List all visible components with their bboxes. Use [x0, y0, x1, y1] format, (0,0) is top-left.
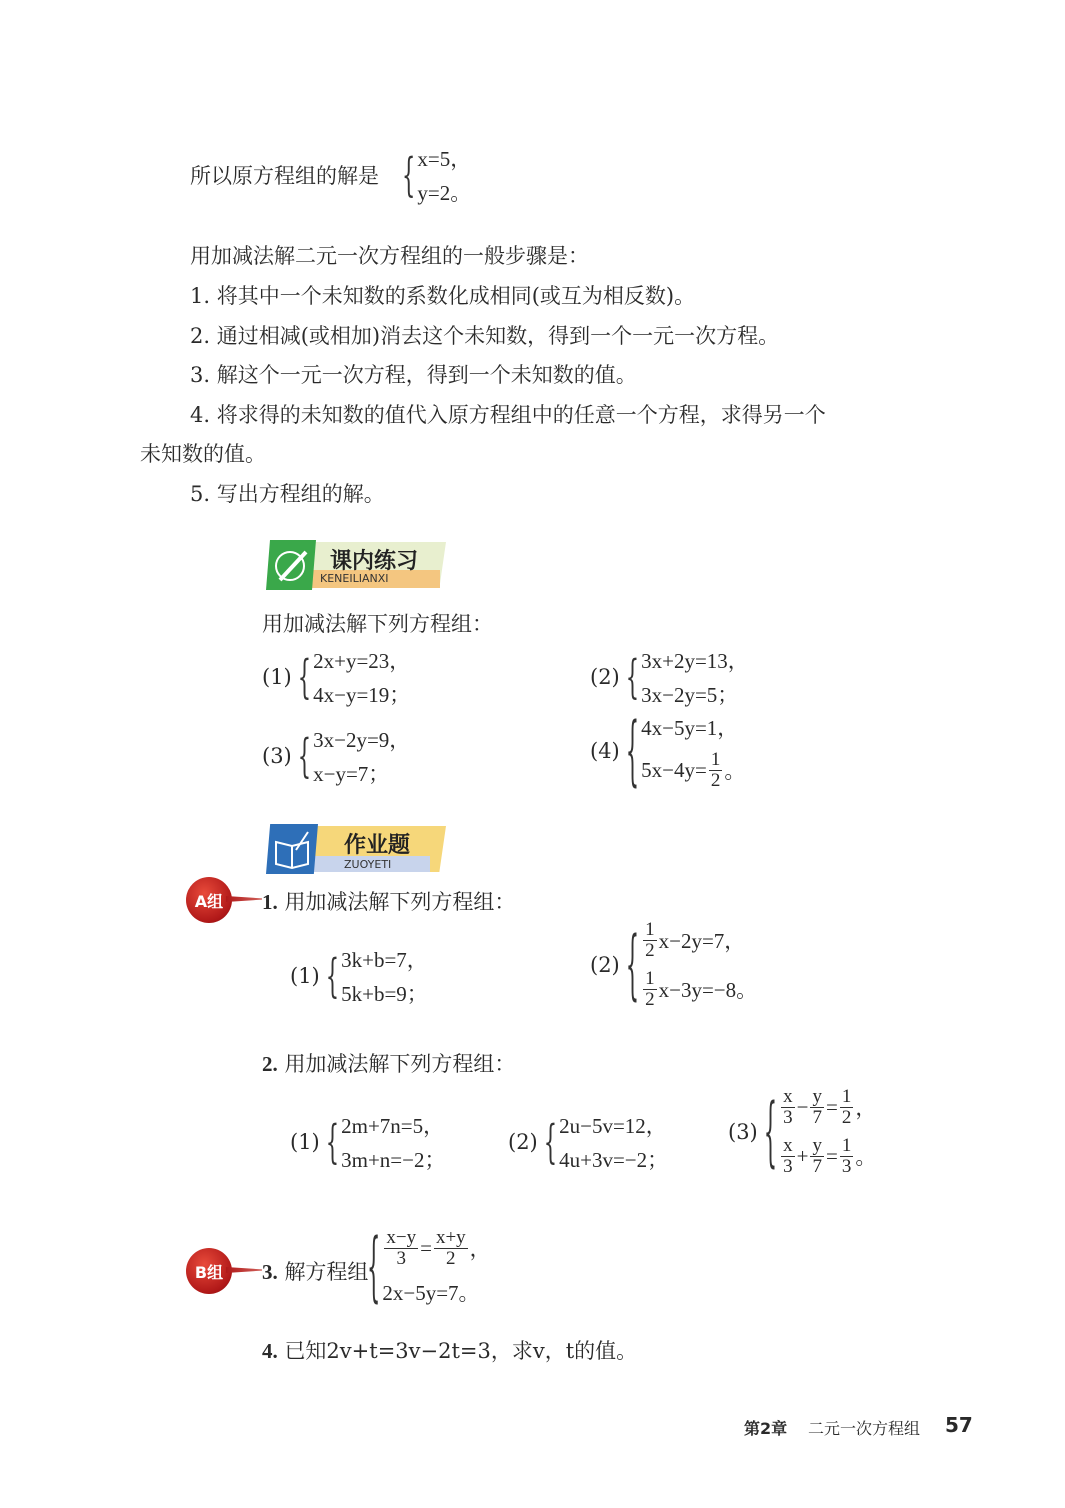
equation-text: 。 — [724, 759, 746, 784]
group-a-badge — [186, 877, 264, 921]
left-brace: { — [367, 1224, 381, 1311]
steps-heading: 用加减法解二元一次方程组的一般步骤是： — [190, 244, 589, 268]
equation-line — [641, 679, 749, 709]
numerator: 1 — [710, 749, 721, 770]
equation-lines — [341, 944, 428, 1008]
question-number: 4. — [262, 1339, 278, 1363]
system-label: (4) — [590, 739, 620, 764]
equation-lines — [313, 724, 410, 788]
equation-text: − — [796, 1094, 809, 1119]
denominator: 3 — [396, 1247, 406, 1269]
denominator: 3 — [783, 1155, 793, 1177]
step-2: 2. 通过相减(或相加)消去这个未知数，得到一个一元一次方程。 — [190, 324, 780, 348]
intro-solution-system — [400, 143, 471, 207]
denominator: 3 — [783, 1106, 793, 1128]
step-3: 3. 解这个一元一次方程，得到一个未知数的值。 — [190, 363, 637, 387]
question-2 — [262, 1048, 515, 1078]
question-number: 1. — [262, 890, 278, 914]
system-label: (2) — [590, 952, 620, 977]
equation-text: 2x+y=23， — [313, 649, 411, 673]
system-label: (2) — [508, 1130, 538, 1154]
left-brace: { — [297, 729, 312, 783]
step-1: 1. 将其中一个未知数的系数化成相同(或互为相反数)。 — [190, 284, 696, 308]
equation-text: = — [825, 1143, 838, 1168]
numerator: y — [812, 1086, 822, 1107]
equation-line — [313, 645, 410, 675]
denominator: 2 — [645, 939, 655, 961]
denominator: 2 — [710, 769, 721, 791]
left-brace: { — [763, 1088, 778, 1176]
denominator: 2 — [841, 1106, 852, 1128]
equation-line — [779, 1087, 876, 1128]
denominator: 2 — [446, 1247, 456, 1269]
equation-text: x−2y=7， — [658, 929, 746, 954]
equation-line — [559, 1110, 668, 1140]
denominator: 7 — [812, 1106, 822, 1128]
fraction — [643, 920, 657, 961]
system-label: (2) — [590, 665, 620, 689]
question-text: 解方程组 — [284, 1260, 369, 1284]
equation-line — [382, 1277, 490, 1307]
fraction — [840, 1136, 854, 1177]
step-4: 4. 将求得的未知数的值代入原方程组中的任意一个方程，求得另一个 — [190, 403, 826, 427]
denominator: 2 — [645, 988, 655, 1010]
equation-lines — [417, 143, 471, 207]
intro-text: 所以原方程组的解是 — [190, 164, 379, 188]
practice-system-4 — [590, 708, 746, 795]
equation-line — [641, 750, 745, 791]
equation-lines — [779, 1087, 876, 1177]
question-1 — [262, 886, 515, 916]
left-brace: { — [543, 1115, 558, 1169]
step-4-cont: 未知数的值。 — [140, 442, 266, 466]
numerator: 1 — [841, 1134, 852, 1156]
equation-line — [341, 944, 428, 974]
equation-lines — [382, 1228, 490, 1307]
equation-text: 2m+7n=5， — [341, 1114, 445, 1138]
question-number: 2. — [262, 1052, 278, 1076]
group-b-badge — [186, 1248, 264, 1292]
practice-title: 课内练习 — [330, 549, 419, 574]
left-brace: { — [625, 650, 640, 704]
equation-text: 3x−2y=9， — [313, 728, 411, 752]
equation-line — [341, 1144, 445, 1174]
equation-text: 2x−5y=7。 — [382, 1280, 480, 1305]
numerator: x — [783, 1086, 793, 1107]
homework-banner — [260, 824, 446, 874]
equation-lines — [641, 712, 745, 791]
equation-line — [641, 712, 745, 742]
equation-line — [417, 177, 471, 207]
system-label: (1) — [290, 1130, 320, 1154]
question-4 — [262, 1335, 637, 1365]
numerator: x−y — [386, 1227, 417, 1248]
left-brace: { — [625, 708, 640, 795]
footer-chapter: 第2章 — [744, 1419, 788, 1438]
equation-line — [341, 978, 428, 1008]
fraction — [810, 1136, 824, 1177]
equation-text: 3x−2y=5； — [641, 683, 739, 707]
left-brace: { — [402, 148, 416, 202]
equation-lines — [641, 920, 757, 1010]
question-text: 用加减法解下列方程组： — [284, 890, 516, 914]
equation-text: x=5， — [417, 147, 472, 171]
equation-line — [313, 724, 410, 754]
fraction — [810, 1087, 824, 1128]
q1-system-1 — [290, 944, 428, 1008]
practice-system-2 — [590, 645, 749, 709]
equation-text: 3k+b=7， — [341, 948, 428, 972]
question-text: 已知2v+t=3v−2t=3，求v，t的值。 — [284, 1339, 638, 1363]
equation-lines — [313, 645, 410, 709]
equation-line — [779, 1136, 876, 1177]
equation-line — [641, 920, 757, 961]
practice-subtitle: KENEILIANXI — [320, 572, 389, 585]
equation-line — [559, 1144, 668, 1174]
equation-line — [641, 969, 757, 1010]
denominator: 3 — [841, 1155, 852, 1177]
equation-text: 4u+3v=−2； — [559, 1148, 669, 1172]
group-b-label: B组 — [186, 1248, 232, 1294]
equation-text: + — [796, 1143, 809, 1168]
system-label: (3) — [262, 744, 292, 768]
fraction — [434, 1228, 468, 1269]
equation-text: 5x−4y= — [641, 757, 707, 782]
fraction — [709, 750, 723, 791]
system-label: (1) — [262, 665, 292, 689]
equation-line — [641, 645, 749, 675]
book-pen-icon — [266, 824, 318, 874]
denominator: 7 — [812, 1155, 822, 1177]
left-brace: { — [325, 949, 340, 1003]
equation-lines — [641, 645, 749, 709]
equation-text: 2u−5v=12， — [559, 1114, 667, 1138]
fraction — [781, 1087, 795, 1128]
question-number: 3. — [262, 1260, 278, 1284]
equation-line — [313, 679, 410, 709]
fraction — [643, 969, 657, 1010]
equation-lines — [559, 1110, 668, 1174]
equation-text: = — [825, 1094, 838, 1119]
q2-system-1 — [290, 1110, 446, 1174]
equation-text: 3x+2y=13， — [641, 649, 749, 673]
system-label: (3) — [728, 1119, 758, 1144]
practice-prompt: 用加减法解下列方程组： — [262, 612, 493, 636]
numerator: y — [812, 1134, 822, 1156]
left-brace: { — [325, 1115, 340, 1169]
numerator: 1 — [841, 1086, 852, 1107]
homework-title: 作业题 — [344, 833, 411, 858]
equation-text: x−y=7； — [313, 762, 390, 786]
equation-text: 5k+b=9； — [341, 982, 428, 1006]
equation-text: 。 — [855, 1145, 877, 1170]
system-label: (1) — [290, 964, 320, 988]
equation-line — [382, 1228, 490, 1269]
page-number: 57 — [945, 1413, 973, 1437]
equation-text: ， — [855, 1096, 877, 1121]
step-5: 5. 写出方程组的解。 — [190, 482, 385, 506]
protractor-icon — [266, 540, 316, 590]
equation-text: x−3y=−8。 — [658, 978, 758, 1003]
numerator: x — [783, 1134, 793, 1156]
fraction — [384, 1228, 418, 1269]
question-3 — [262, 1256, 368, 1286]
equation-line — [417, 143, 471, 173]
equation-text: 4x−5y=1， — [641, 716, 739, 740]
homework-subtitle: ZUOYETI — [344, 858, 392, 871]
left-brace: { — [297, 650, 312, 704]
fraction — [840, 1087, 854, 1128]
equation-text: 3m+n=−2； — [341, 1148, 446, 1172]
equation-line — [341, 1110, 445, 1140]
q3-system — [365, 1224, 491, 1311]
equation-text: = — [420, 1235, 432, 1260]
equation-lines — [341, 1110, 445, 1174]
practice-system-1 — [262, 645, 410, 709]
numerator: 1 — [645, 967, 655, 989]
practice-banner — [260, 540, 446, 590]
equation-text: y=2。 — [417, 181, 472, 205]
numerator: x+y — [435, 1227, 466, 1248]
group-a-label: A组 — [186, 877, 232, 923]
q2-system-3 — [728, 1087, 876, 1177]
footer-chapter-title: 二元一次方程组 — [808, 1419, 921, 1438]
q2-system-2 — [508, 1110, 668, 1174]
numerator: 1 — [645, 919, 655, 940]
practice-system-3 — [262, 724, 410, 788]
equation-text: ， — [469, 1237, 491, 1262]
q1-system-2 — [590, 920, 757, 1010]
equation-text: 4x−y=19； — [313, 683, 411, 707]
equation-line — [313, 758, 410, 788]
fraction — [781, 1136, 795, 1177]
question-text: 用加减法解下列方程组： — [284, 1052, 516, 1076]
left-brace: { — [625, 921, 640, 1009]
